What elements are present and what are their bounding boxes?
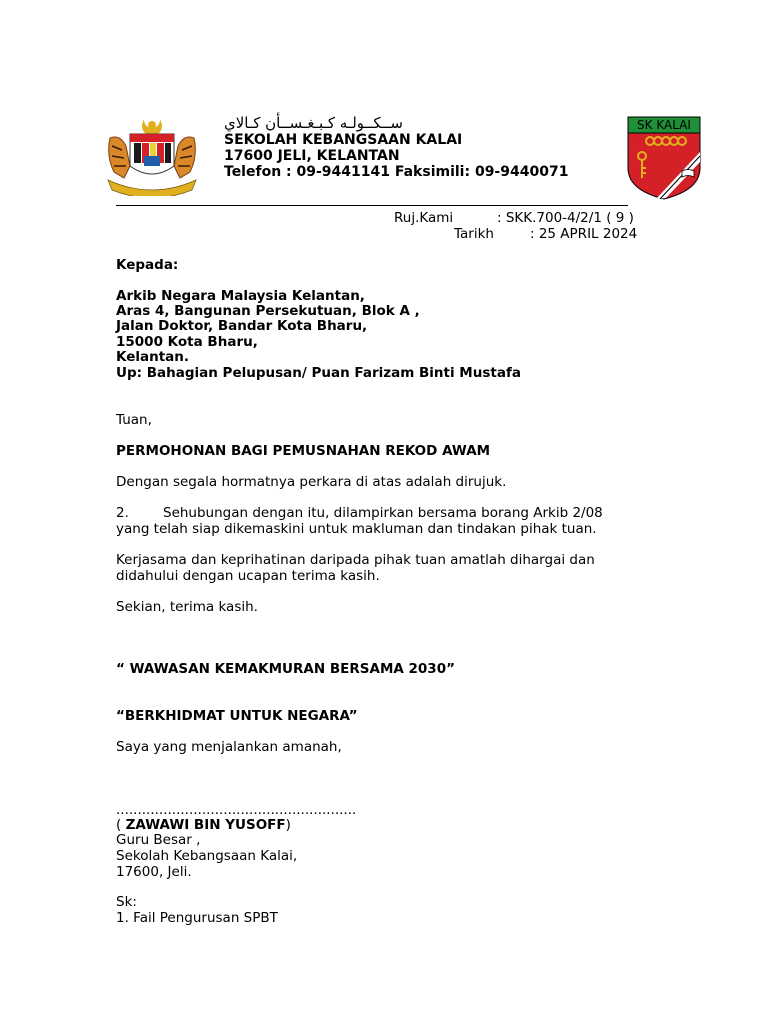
name-open-paren: ( [116, 817, 126, 833]
paragraph-1: Dengan segala hormatnya perkara di atas adalah dirujuk. [116, 474, 507, 490]
signatory-school: Sekolah Kebangsaan Kalai, [116, 848, 298, 864]
recipient-line: Kelantan. [116, 349, 190, 365]
recipient-line: Arkib Negara Malaysia Kelantan, [116, 288, 365, 304]
cc-label: Sk: [116, 894, 137, 910]
letterhead-divider [116, 205, 628, 206]
school-address: 17600 JELI, KELANTAN [224, 148, 400, 164]
closing-remark: Sekian, terima kasih. [116, 599, 258, 615]
recipient-label: Kepada: [116, 257, 179, 273]
signature-line: ........................................................ [116, 802, 357, 818]
recipient-line: Aras 4, Bangunan Persekutuan, Blok A , [116, 303, 420, 319]
paragraph-2-line-2: yang telah siap dikemaskini untuk makluman dan tindakan pihak tuan. [116, 521, 597, 537]
school-logo-text: SK KALAI [637, 118, 691, 132]
date-label: Tarikh [454, 226, 494, 242]
malaysia-coat-of-arms-icon [104, 116, 200, 196]
paragraph-3-line-1: Kerjasama dan keprihatinan daripada pihak tuan amatlah dihargai dan [116, 552, 595, 568]
name-close-paren: ) [285, 817, 291, 833]
signatory-title: Guru Besar , [116, 832, 201, 848]
cc-item: 1. Fail Pengurusan SPBT [116, 910, 278, 926]
signatory-name-line [116, 817, 291, 833]
attention-line: Up: Bahagian Pelupusan/ Puan Farizam Binti Mustafa [116, 365, 521, 381]
school-name-jawi: ســكــولـه كـبـغـســأن كـالاي [224, 114, 403, 132]
paragraph-2-number: 2. [116, 505, 129, 521]
signatory-name: ZAWAWI BIN YUSOFF [125, 817, 286, 833]
school-name: SEKOLAH KEBANGSAAN KALAI [224, 132, 463, 148]
reference-label: Ruj.Kami [394, 210, 454, 226]
reference-value: : SKK.700-4/2/1 ( 9 ) [497, 210, 634, 226]
school-logo [626, 116, 702, 200]
motto-wawasan: “ WAWASAN KEMAKMURAN BERSAMA 2030” [116, 661, 455, 677]
school-contact: Telefon : 09-9441141 Faksimili: 09-9440071 [224, 164, 569, 180]
letter-subject: PERMOHONAN BAGI PEMUSNAHAN REKOD AWAM [116, 443, 491, 459]
motto-berkhidmat: “BERKHIDMAT UNTUK NEGARA” [116, 708, 358, 724]
salutation: Tuan, [116, 412, 152, 428]
paragraph-3-line-2: didahului dengan ucapan terima kasih. [116, 568, 380, 584]
date-value: : 25 APRIL 2024 [530, 226, 638, 242]
paragraph-2-line-1: Sehubungan dengan itu, dilampirkan bersama borang Arkib 2/08 [163, 505, 603, 521]
recipient-line: 15000 Kota Bharu, [116, 334, 258, 350]
signatory-place: 17600, Jeli. [116, 864, 192, 880]
recipient-line: Jalan Doktor, Bandar Kota Bharu, [116, 318, 368, 334]
trust-statement: Saya yang menjalankan amanah, [116, 739, 342, 755]
